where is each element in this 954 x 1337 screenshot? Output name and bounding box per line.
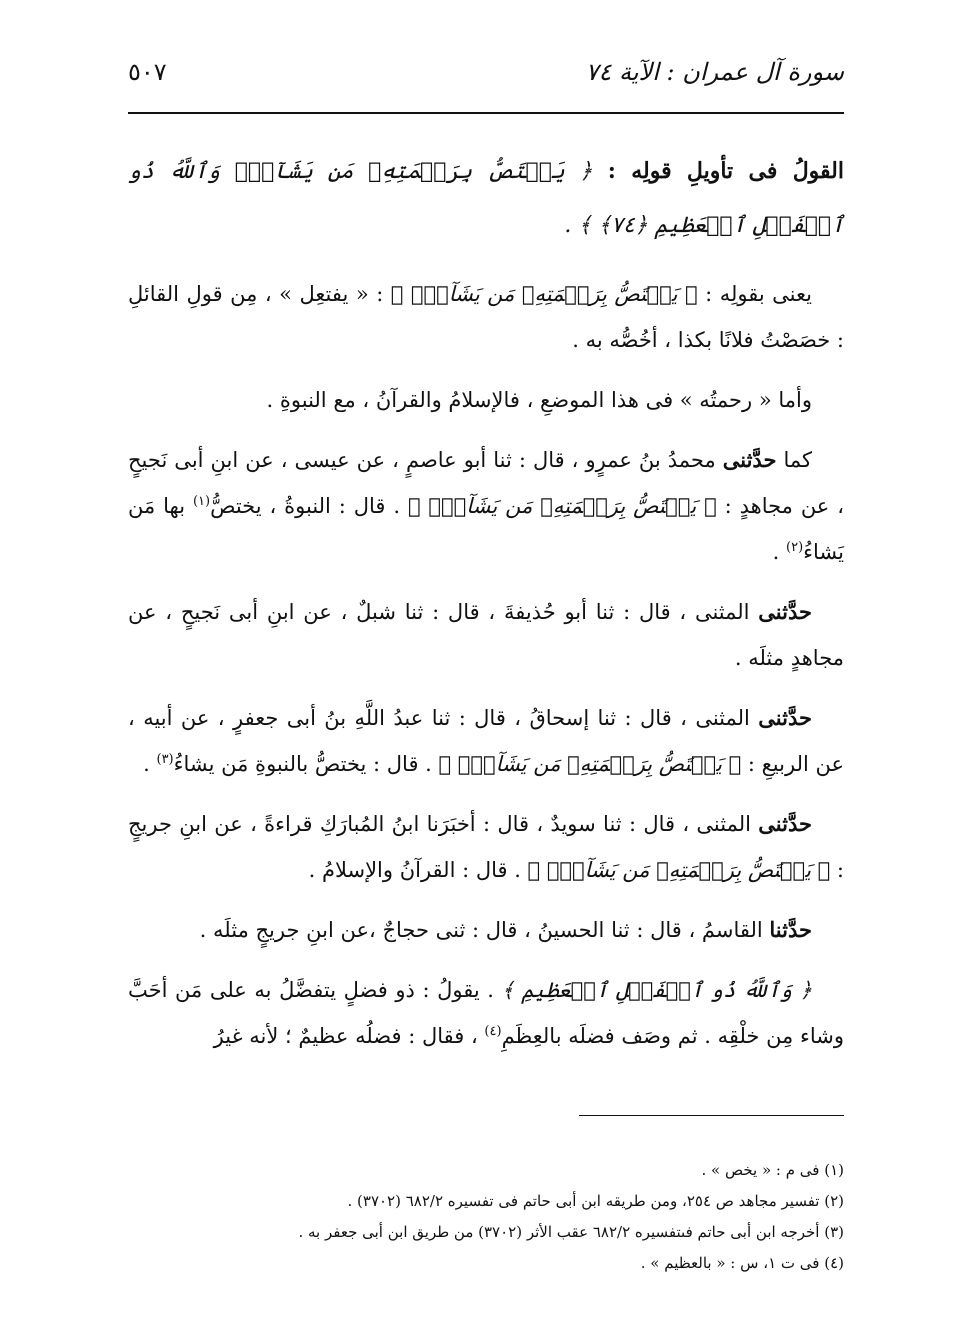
- running-title: سورة آل عمران : الآية ٧٤: [585, 58, 844, 86]
- text-segment: وأما « رحمتُه » فى هذا الموضعِ ، فالإسلامُ والقرآنُ ، مع النبوةِ .: [266, 388, 812, 412]
- text-segment: ، فقال : فضلُه عظيمٌ ؛ لأنه غيرُ: [213, 1024, 485, 1048]
- paragraph-3: [128, 437, 844, 575]
- text-segment: كما: [776, 448, 812, 472]
- ayah-quote: ﴿ يَخۡتَصُّ بِرَحۡمَتِهِۦ مَن يَشَآءُۗ ﴾: [438, 752, 742, 776]
- ayah-quote: ﴿ يَخۡتَصُّ بِرَحۡمَتِهِۦ مَن يَشَآءُۗ ﴾: [390, 282, 698, 306]
- page-number: ٥٠٧: [128, 58, 167, 86]
- footnotes-list: [128, 1155, 844, 1279]
- footnote-item: (٣) أخرجه ابن أبى حاتم فىتفسيره ٦٨٢/٢ عقب الأثر (٣٧٠٢) من طريق ابن أبى جعفر به .: [298, 1223, 844, 1241]
- text-segment: بها مَن يَشاءُ: [128, 494, 844, 564]
- paragraph-5: [128, 695, 844, 787]
- isnad-keyword: حدَّثنى: [722, 447, 777, 472]
- footnote-rule: [579, 1115, 844, 1116]
- footnote-item: (٤) فى ت ١، س : « بالعظيم » .: [640, 1254, 844, 1272]
- paragraph-8: [128, 967, 844, 1059]
- header-rule: [128, 112, 844, 114]
- footnote-ref: (٣): [156, 752, 174, 767]
- ayah-quote: ﴿ يَخۡتَصُّ بِرَحۡمَتِهِۦ مَن يَشَآءُۗ ﴾: [527, 858, 831, 882]
- paragraph-6: [128, 801, 844, 893]
- footnote-item: (١) فى م : « يخص » .: [701, 1161, 844, 1179]
- footnote-ref: (١): [192, 494, 211, 509]
- ayah-quote: ﴿ يَخۡتَصُّ بِرَحۡمَتِهِۦ مَن يَشَآءُۗ ﴾: [407, 494, 717, 518]
- text-segment: المثنى ، قال : ثنا إسحاقُ ، قال : ثنا عبدُ اللَّهِ بنُ أبى جعفرٍ ، عن أبيه ، عن الربيعِ :: [128, 706, 844, 776]
- paragraph-1: [128, 271, 844, 363]
- text-segment: . يقولُ : ذو فضلٍ يتفضَّلُ به على مَن أحَبَّ وشاء مِن خلْقِه . ثم وصَف فضلَه بالعِظَمِ: [128, 978, 844, 1048]
- text-segment: : « يفتعِل » ، مِن قولِ القائلِ : خصَصْتُ فلانًا بكذا ، أخُصُّه به .: [128, 282, 844, 352]
- paragraph-2: [128, 377, 844, 423]
- text-segment: . قال : النبوةُ ، يختصُّ: [210, 494, 408, 518]
- text-segment: محمدُ بنُ عمرٍو ، قال : ثنا أبو عاصمٍ ، عن عيسى ، عن ابنِ أبى نَجيحٍ ، عن مجاهدٍ :: [128, 448, 845, 518]
- paragraph-7: [128, 907, 844, 953]
- isnad-keyword: حدَّثنى: [758, 811, 812, 836]
- text-segment: . قال : يختصُّ بالنبوةِ مَن يشاءُ: [173, 752, 439, 776]
- text-segment: .: [143, 752, 157, 776]
- footnote-ref: (٢): [786, 540, 804, 555]
- ayah-quote: ﴿ وَٱللَّهُ ذُو ٱلۡفَضۡلِ ٱلۡعَظِيمِ ﴾: [501, 978, 812, 1002]
- isnad-keyword: حدَّثنى: [758, 705, 812, 730]
- text-segment: يعنى بقولِه :: [697, 282, 812, 306]
- heading-label: القولُ فى تأويلِ قولِه :: [592, 158, 844, 184]
- footnote-item: (٢) تفسير مجاهد ص ٢٥٤، ومن طريقه ابن أبى حاتم فى تفسيره ٦٨٢/٢ (٣٧٠٢) .: [347, 1192, 844, 1210]
- text-segment: . قال : القرآنُ والإسلامُ .: [308, 858, 528, 882]
- text-segment: .: [772, 540, 786, 564]
- isnad-keyword: حدَّثنا: [769, 917, 812, 942]
- running-header: [128, 58, 844, 108]
- text-segment: المثنى ، قال : ثنا سويدٌ ، قال : أخبَرَنا ابنُ المُبارَكِ قراءةً ، عن ابنِ جريجٍ :: [128, 812, 844, 882]
- section-heading: [128, 144, 844, 253]
- isnad-keyword: حدَّثنى: [758, 599, 812, 624]
- text-segment: المثنى ، قال : ثنا أبو حُذيفةَ ، قال : ثنا شبلٌ ، عن ابنِ أبى نَجيحٍ ، عن مجاهدٍ مثلَه .: [128, 600, 844, 670]
- footnote-ref: (٤): [484, 1024, 502, 1039]
- text-segment: القاسمُ ، قال : ثنا الحسينُ ، قال : ثنى حجاجٌ ،عن ابنِ جريجٍ مثلَه .: [199, 918, 770, 942]
- heading-ayah: ﴿ يَخۡتَصُّ بِرَحۡمَتِهِۦ مَن يَشَآءُۗ وَٱللَّهُ ذُو ٱلۡفَضۡلِ ٱلۡعَظِيمِ ﴿٧٤﴾ ﴾ .: [128, 159, 844, 238]
- paragraph-4: [128, 589, 844, 681]
